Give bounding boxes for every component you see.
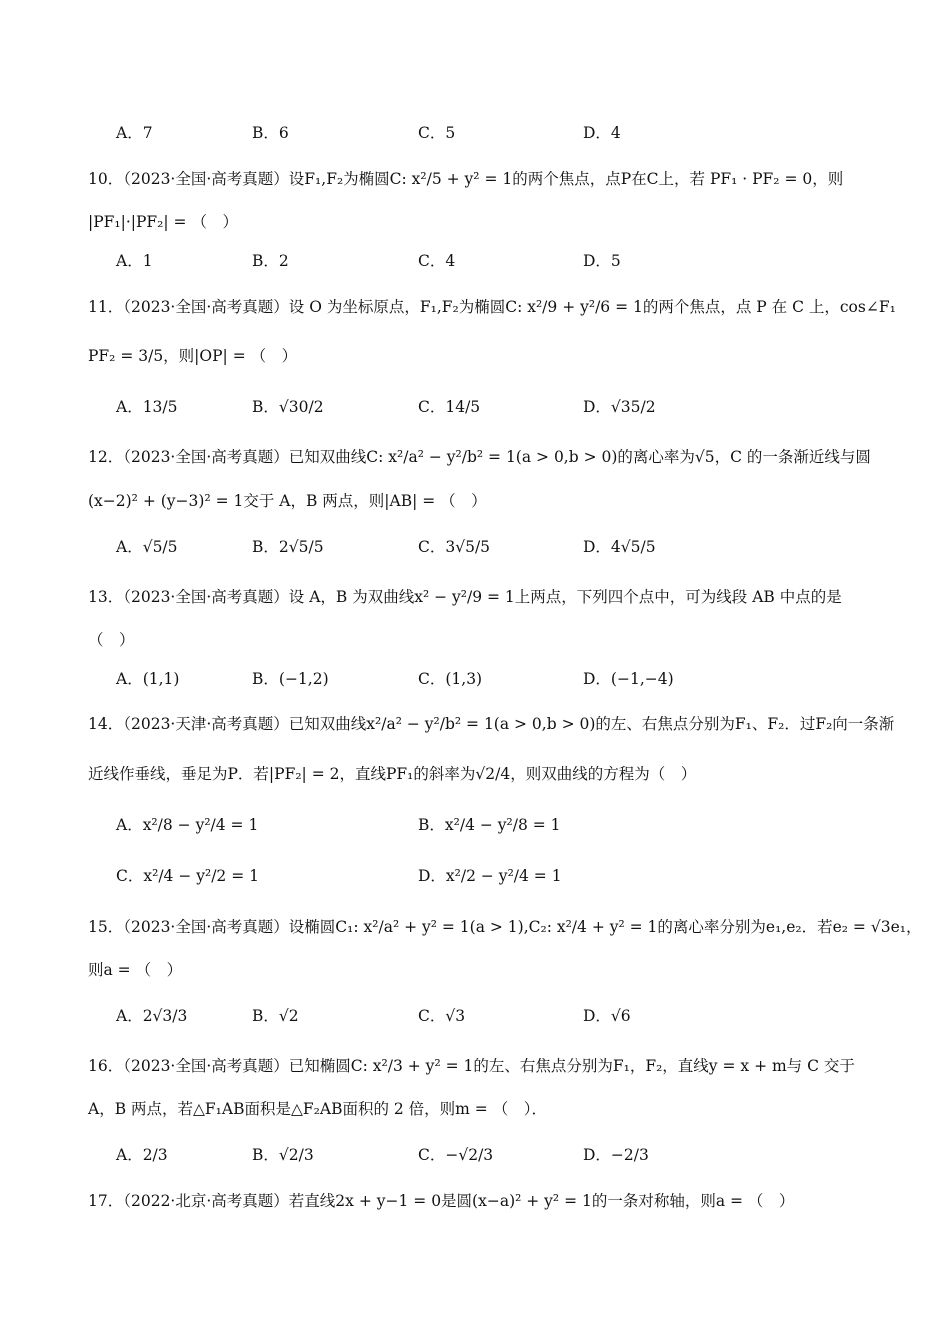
option-d: D．(−1,−4) [583,670,674,688]
option-b: B．x²/4 − y²/8 = 1 [418,816,561,834]
question-16-line2: A，B 两点，若△F₁AB面积是△F₂AB面积的 2 倍，则m = （ ）． [88,1100,547,1118]
question-11-line2: PF₂ = 3/5，则|OP| = （ ） [88,347,298,365]
question-stem: 设 A，B 为双曲线x² − y²/9 = 1上两点，下列四个点中，可为线段 AB 中点的是 [288,588,842,606]
question-number: 14． [88,715,124,733]
question-source: （2023·全国·高考真题） [123,448,289,466]
question-number: 12． [88,448,124,466]
option-d: D．√35/2 [583,398,656,416]
question-source: （2023·全国·高考真题） [123,588,289,606]
question-source: （2023·天津·高考真题） [123,715,289,733]
option-a: A．2√3/3 [116,1007,188,1025]
question-15-line2: 则a = （ ） [88,961,183,979]
question-14-line2: 近线作垂线，垂足为P．若|PF₂| = 2，直线PF₁的斜率为√2/4，则双曲线的方程为（ ） [88,765,697,783]
question-number: 17． [88,1192,124,1210]
option-d: D．−2/3 [583,1146,649,1164]
option-b: B．(−1,2) [252,670,329,688]
question-16-line1 [88,1055,855,1077]
question-stem: 设 O 为坐标原点，F₁,F₂为椭圆C: x²/9 + y²/6 = 1的两个焦点，点 P 在 C 上，cos∠F₁ [288,298,896,316]
question-number: 13． [88,588,124,606]
question-number: 16． [88,1057,124,1075]
option-b: B．√30/2 [252,398,324,416]
question-13-line2: （ ） [88,631,135,649]
option-d: D．√6 [583,1007,631,1025]
question-12-line1 [88,446,871,468]
option-c: C．(1,3) [418,670,483,688]
question-stem: 若直线2x + y−1 = 0是圆(x−a)² + y² = 1的一条对称轴，则a = （ ） [288,1192,795,1210]
question-source: （2023·全国·高考真题） [123,918,289,936]
question-stem: 设F₁,F₂为椭圆C: x²/5 + y² = 1的两个焦点，点P在C上，若 PF₁ · PF₂ = 0，则 [288,170,844,188]
question-17-line1 [88,1190,794,1212]
question-number: 11． [88,298,124,316]
option-c: C．3√5/5 [418,538,491,556]
option-a: A．2/3 [116,1146,168,1164]
question-11-line1 [88,296,896,318]
question-number: 10． [88,170,124,188]
question-stem: 已知双曲线C: x²/a² − y²/b² = 1(a > 0,b > 0)的离心率为√5，C 的一条渐近线与圆 [288,448,871,466]
question-source: （2023·全国·高考真题） [123,1057,289,1075]
question-source: （2023·全国·高考真题） [123,170,289,188]
question-stem: 已知椭圆C: x²/3 + y² = 1的左、右焦点分别为F₁，F₂，直线y = x + m与 C 交于 [288,1057,855,1075]
question-source: （2023·全国·高考真题） [123,298,289,316]
question-number: 15． [88,918,124,936]
question-12-line2: (x−2)² + (y−3)² = 1交于 A，B 两点，则|AB| = （ ） [88,492,487,510]
option-c: C．√3 [418,1007,466,1025]
option-d: D．4 [583,124,621,142]
question-stem: 设椭圆C₁: x²/a² + y² = 1(a > 1),C₂: x²/4 + y² = 1的离心率分别为e₁,e₂．若e₂ = √3e₁， [288,918,922,936]
option-a: A．x²/8 − y²/4 = 1 [116,816,259,834]
option-a: A．13/5 [116,398,178,416]
option-a: A．7 [116,124,153,142]
option-a: A．1 [116,252,153,270]
option-c: C．4 [418,252,456,270]
option-d: D．x²/2 − y²/4 = 1 [418,867,562,885]
option-a: A．√5/5 [116,538,178,556]
question-stem: 已知双曲线x²/a² − y²/b² = 1(a > 0,b > 0)的左、右焦点分别为F₁、F₂．过F₂向一条渐 [288,715,895,733]
option-c: C．5 [418,124,456,142]
option-b: B．2 [252,252,289,270]
option-d: D．5 [583,252,621,270]
option-b: B．√2 [252,1007,299,1025]
option-b: B．2√5/5 [252,538,324,556]
option-c: C．x²/4 − y²/2 = 1 [116,867,259,885]
option-c: C．14/5 [418,398,481,416]
question-10-line2: |PF₁|·|PF₂| = （ ） [88,213,238,231]
option-b: B．6 [252,124,289,142]
question-10-line1 [88,168,843,190]
option-c: C．−√2/3 [418,1146,494,1164]
question-source: （2022·北京·高考真题） [123,1192,289,1210]
question-13-line1 [88,586,842,608]
option-d: D．4√5/5 [583,538,656,556]
option-b: B．√2/3 [252,1146,314,1164]
question-14-line1 [88,713,894,735]
option-a: A．(1,1) [116,670,180,688]
question-15-line1 [88,916,921,938]
